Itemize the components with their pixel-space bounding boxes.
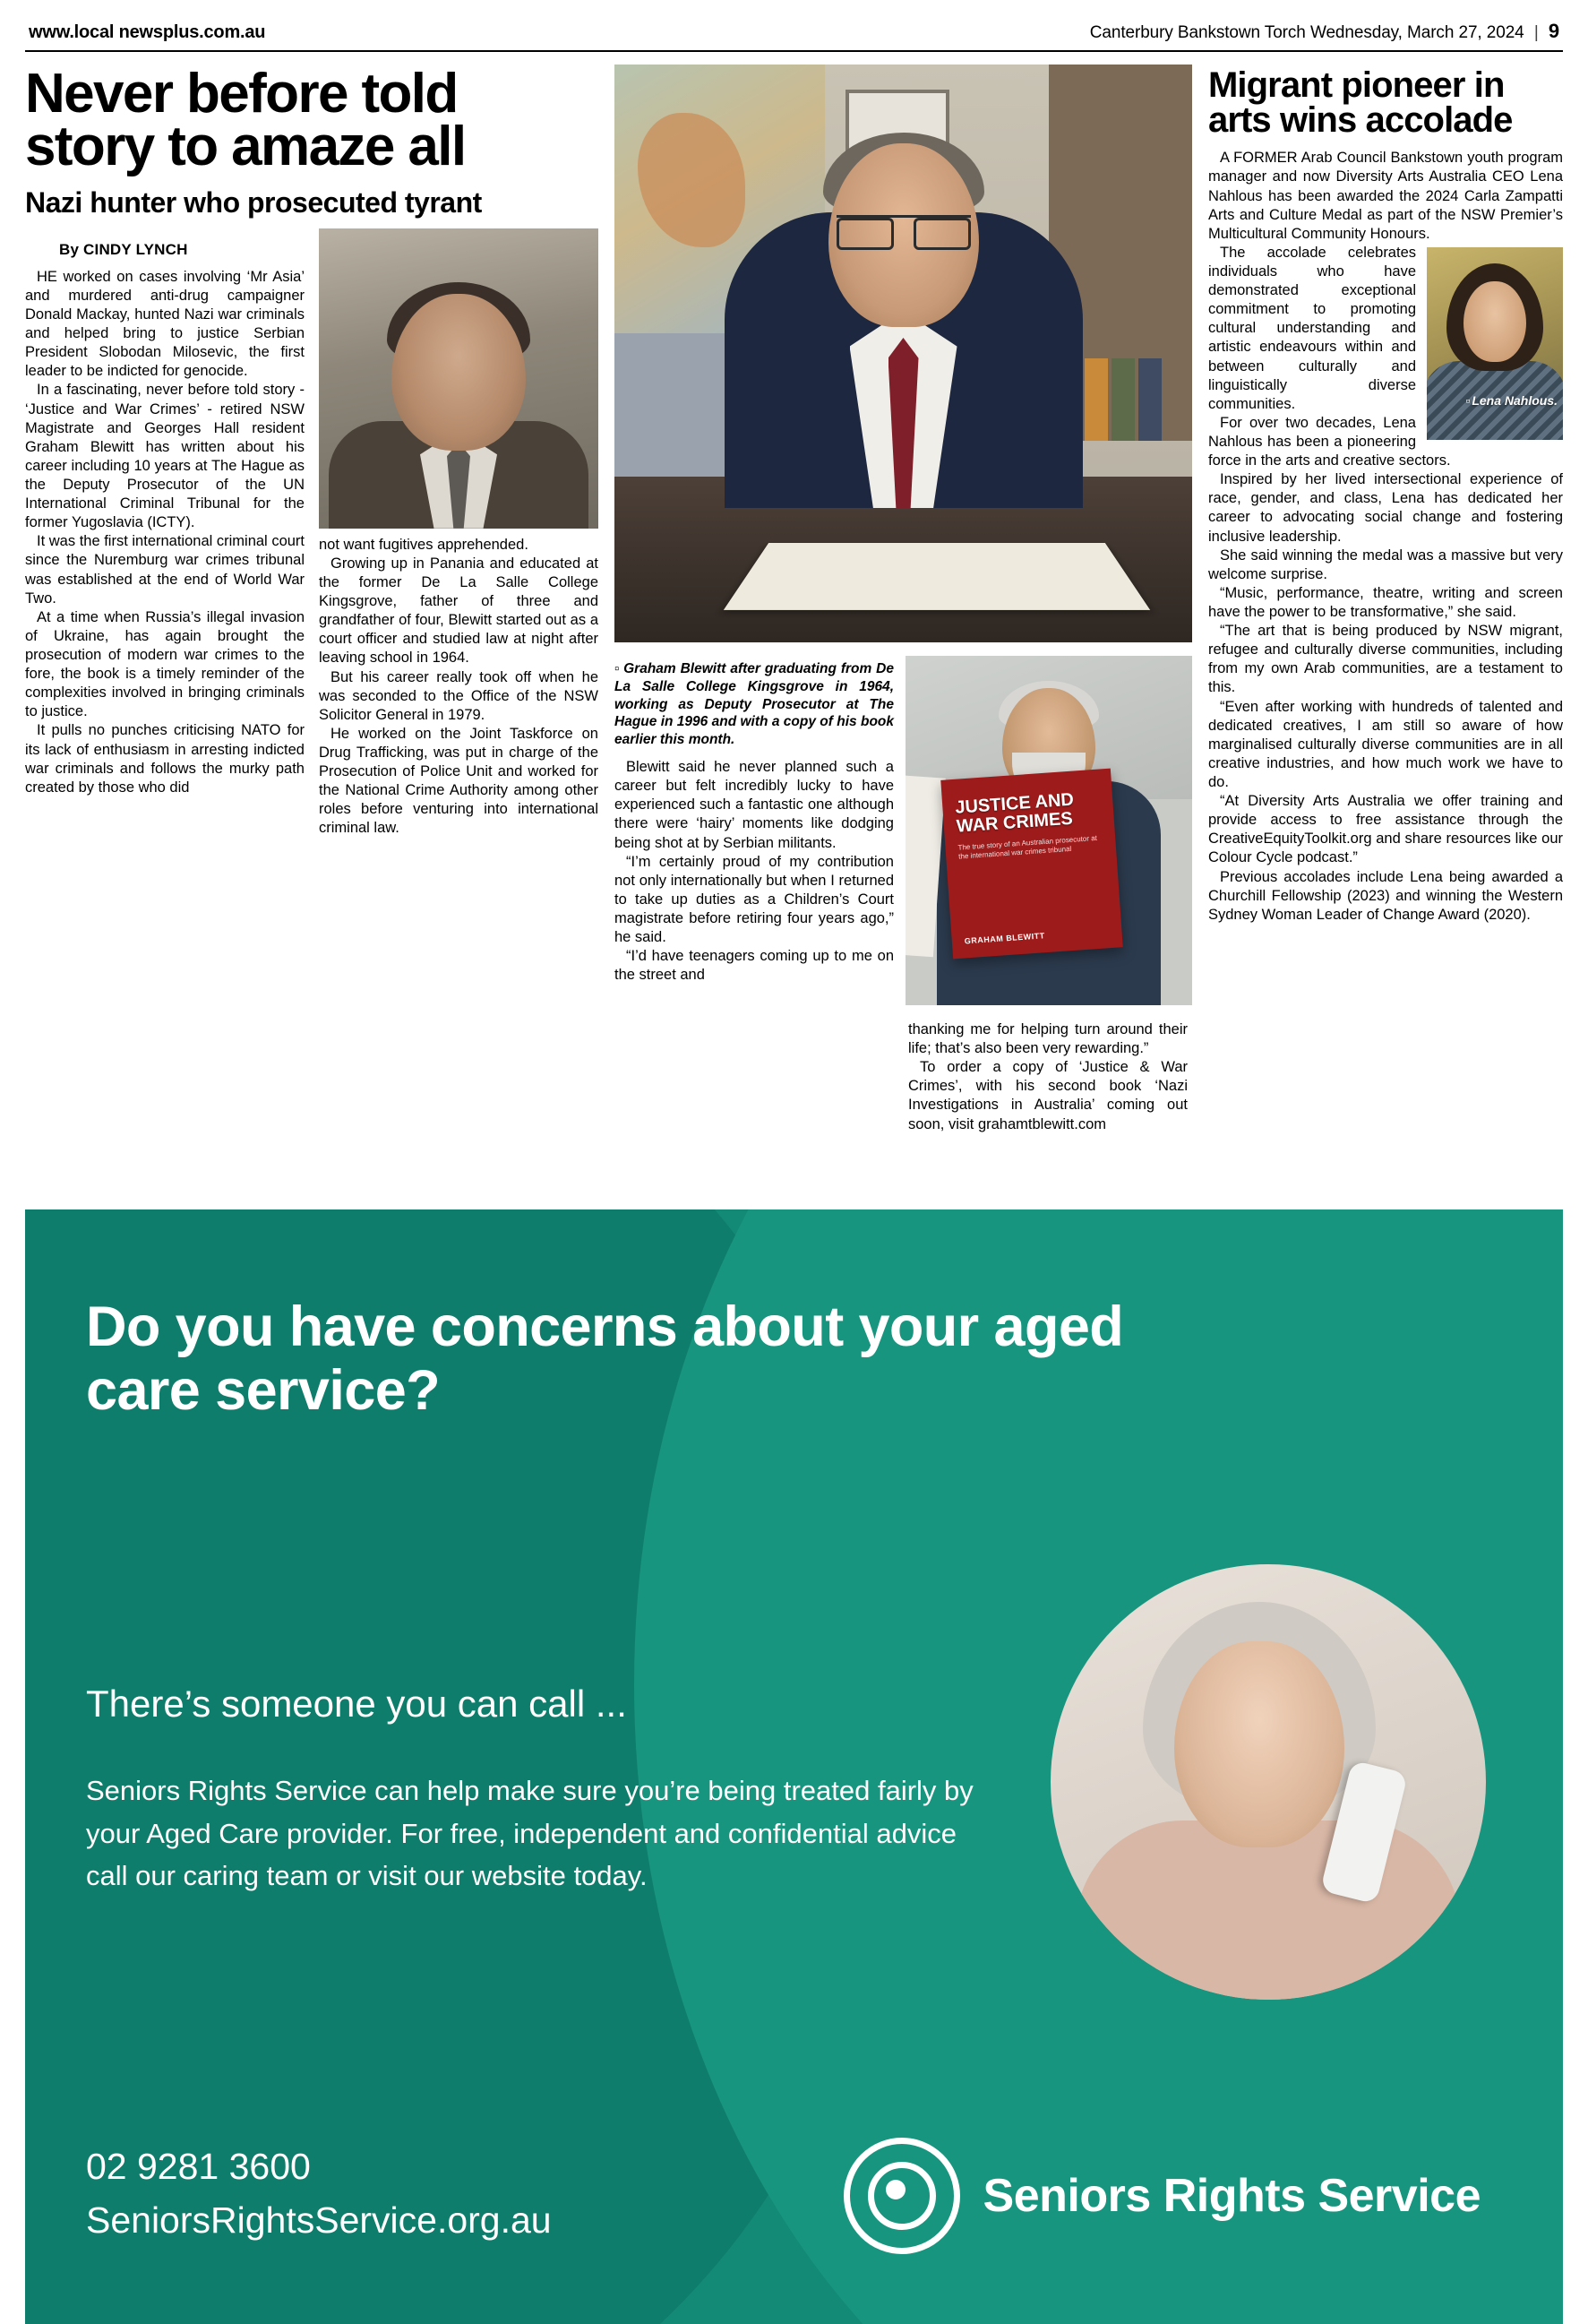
main-story-middle [614, 65, 1192, 1195]
photo-caption [614, 660, 894, 749]
photo-person-face [1174, 1641, 1344, 1847]
photo-caption [1465, 393, 1558, 408]
page-number: 9 [1548, 20, 1559, 42]
masthead-date: Wednesday, March 27, 2024 [1309, 23, 1524, 42]
story-column-1 [25, 228, 305, 839]
story-paragraph: It was the first international criminal court since the Nuremburg war crimes tribunal was established at the end of World War Two. [25, 533, 305, 607]
story-paragraph: Previous accolades include Lena being awarded a Churchill Fellowship (2023) and winning the Western Sydney Woman Leader of Change Award (2020). [1208, 868, 1563, 923]
book-subtitle: The true story of an Australian prosecutor at the international war crimes tribunal [957, 833, 1098, 861]
seniors-rights-service-mark-icon [844, 2138, 960, 2254]
story-paragraph: At a time when Russia’s illegal invasion of Ukraine, has again brought the prosecution of modern war crimes to the fore, the book is a timely reminder of the complexities involved in bringing criminals to justice. [25, 608, 305, 720]
advertisement-seniors-rights-service[interactable] [25, 1209, 1563, 2324]
book-title: JUSTICE AND WAR CRIMES [954, 789, 1075, 837]
story-paragraph: A FORMER Arab Council Bankstown youth program manager and now Diversity Arts Australia CEO Lena Nahlous has been awarded the 2024 Carla Zampatti Arts and Culture Medal as part of the NSW Premier’s Multicultural Community Honours. [1208, 150, 1563, 242]
page-content [25, 65, 1563, 1195]
ad-website-link[interactable]: SeniorsRightsService.org.au [86, 2199, 552, 2241]
story-paragraph: Growing up in Panania and educated at the former De La Salle College Kingsgrove, father of three and grandfather of four, Blewitt started out as a court officer and studied law at night after leaving school in 1964. [319, 555, 598, 667]
blewitt-hague-photo [614, 65, 1192, 642]
main-subhead: Nazi hunter who prosecuted tyrant [25, 185, 482, 219]
photo-book [1085, 358, 1108, 441]
story-paragraph: In a fascinating, never before told story - ‘Justice and War Crimes’ - retired NSW Magistrate and Georges Hall resident Graham Blewitt has written about his career including 10 years at The Hague as the Deputy Prosecutor of the UN International Criminal Tribunal for the former Yugoslavia (ICTY). [25, 382, 305, 531]
story-paragraph: For over two decades, Lena Nahlous has been a pioneering force in the arts and creative sectors. [1208, 414, 1451, 469]
story-paragraph: “The art that is being produced by NSW migrant, refugee and culturally diverse communities, including from my own Arab communities, are a testament to this. [1208, 623, 1563, 696]
photo-book [1138, 358, 1162, 441]
ad-photo-woman-on-phone [1051, 1564, 1486, 2000]
masthead-issue-info [1090, 20, 1559, 43]
book-cover [940, 769, 1122, 960]
caption-marker-icon: ▫ [614, 661, 621, 676]
blewitt-with-book-photo [906, 656, 1192, 1005]
main-headline: Never before told story to amaze all [25, 63, 466, 177]
story-paragraph: To order a copy of ‘Justice & War Crimes’, with his second book ‘Nazi Investigations in Australia’ coming out soon, visit grahamtblewitt.com [908, 1059, 1188, 1132]
story-paragraph: The accolade celebrates individuals who have demonstrated exceptional commitment to promoting cultural understanding and artistic endeavours within and between culturally and linguistically diverse communities. [1208, 244, 1416, 412]
story-paragraph: But his career really took off when he was seconded to the Office of the NSW Solicitor General in 1979. [319, 668, 598, 723]
ad-phone-number[interactable]: 02 9281 3600 [86, 2146, 311, 2187]
caption-text: Lena Nahlous. [1472, 392, 1558, 408]
photo-person-face [1464, 281, 1526, 362]
story-paragraph: Inspired by her lived intersectional experience of race, gender, and class, Lena has dedicated her career to advocating social change and fostering inclusive leadership. [1208, 471, 1563, 545]
caption-marker-icon: ▫ [1465, 392, 1471, 408]
main-story-left [25, 65, 598, 1195]
story-paragraph: She said winning the medal was a massive but very welcome surprise. [1208, 547, 1563, 582]
story-paragraph: “Music, performance, theatre, writing and screen have the power to be transformative,” she said. [1208, 584, 1563, 620]
masthead-publication: Canterbury Bankstown Torch [1089, 23, 1306, 42]
masthead [25, 0, 1563, 52]
story-paragraph: It pulls no punches criticising NATO for its lack of enthusiasm in arresting indicted war criminals and follows the murky path created by those who did [25, 722, 305, 796]
story-paragraph: He worked on the Joint Taskforce on Drug Trafficking, was put in charge of the Prosecution of Police Unit and worked for the National Crime Authority among other roles before venturing into international criminal law. [319, 725, 598, 837]
photo-book [1112, 358, 1135, 441]
story-paragraph: not want fugitives apprehended. [319, 536, 528, 553]
ad-logo [844, 2138, 1481, 2254]
secondary-story [1208, 65, 1563, 1195]
book-author: GRAHAM BLEWITT [964, 931, 1045, 946]
byline: By CINDY LYNCH [59, 240, 188, 258]
secondary-headline: Migrant pioneer in arts wins accolade [1208, 65, 1513, 141]
caption-text: Graham Blewitt after graduating from De La Salle College Kingsgrove in 1964, working as Deputy Prosecutor at The Hague in 1996 and with a copy of his book earlier this month. [614, 661, 894, 748]
masthead-website: www.local newsplus.com.au [29, 22, 266, 42]
story-paragraph: “I’d have teenagers coming up to me on the street and [614, 948, 894, 984]
story-column-3 [614, 651, 894, 1134]
story-paragraph: “At Diversity Arts Australia we offer training and provide access to free assistance through the CreativeEquityToolkit.org and share resources like our Colour Cycle podcast.” [1208, 793, 1563, 866]
story-paragraph: “I’m certainly proud of my contribution not only internationally but when I returned to take up duties as a Children’s Court magistrate before retiring four years ago,” he said. [614, 853, 894, 946]
portrait-face [391, 294, 526, 451]
ad-heading: Do you have concerns about your aged care service? [86, 1295, 1124, 1422]
lena-nahlous-photo [1427, 247, 1563, 440]
photo-documents [724, 543, 1150, 610]
ad-body-text: Seniors Rights Service can help make sure you’re being treated fairly by your Aged Care provider. For free, independent and confidential advice call our caring team or visit our website today. [86, 1775, 974, 1891]
story-paragraph: “Even after working with hundreds of talented and dedicated creatives, I am still so aware of how marginalised culturally diverse communities are in all creative industries, and how much work we have to do. [1208, 698, 1563, 790]
story-paragraph: Blewitt said he never planned such a career but felt incredibly lucky to have experienced such a fantastic one although there were ‘hairy’ moments like dodging being shot at by Serbian militants. [614, 759, 894, 851]
photo-person-torso [1076, 1820, 1461, 2000]
ad-logo-text: Seniors Rights Service [983, 2170, 1481, 2222]
glasses-icon [837, 215, 971, 248]
story-paragraph: HE worked on cases involving ‘Mr Asia’ and murdered anti-drug campaigner Donald Mackay, hunted Nazi war criminals and helped bring to justice Serbian President Slobodan Milosevic, the first leader to be indicted for genocide. [25, 268, 305, 380]
ad-subheading: There’s someone you can call ... [86, 1683, 627, 1726]
blewitt-graduation-photo [319, 228, 598, 529]
masthead-separator: | [1533, 23, 1539, 42]
story-column-2 [319, 228, 598, 839]
story-paragraph: thanking me for helping turn around their life; that’s also been very rewarding.” [908, 1021, 1188, 1057]
